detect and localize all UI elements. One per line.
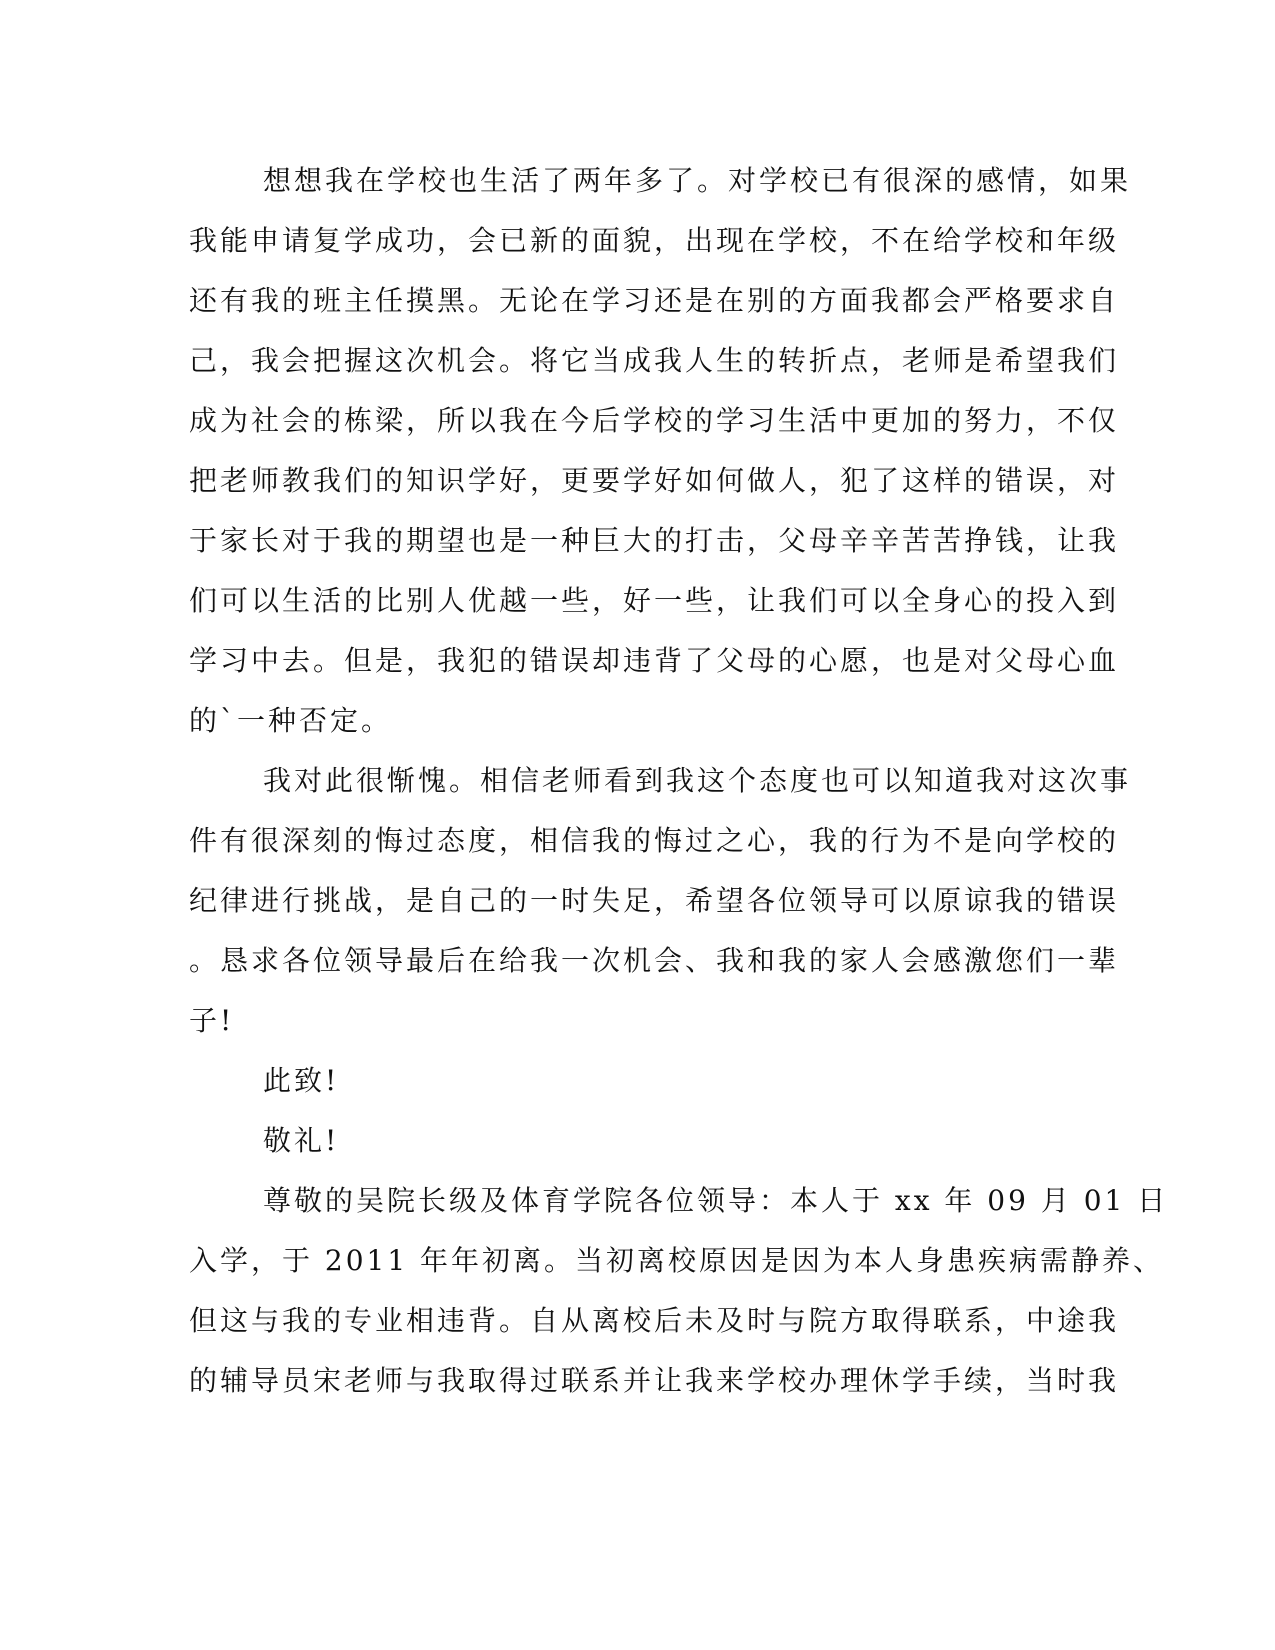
closing-line: 此致!	[263, 1064, 340, 1097]
paragraph-line: 的`一种否定。	[189, 704, 393, 737]
paragraph-line: 己，我会把握这次机会。将它当成我人生的转折点，老师是希望我们	[189, 344, 1120, 377]
paragraph-line: 。恳求各位领导最后在给我一次机会、我和我的家人会感激您们一辈	[189, 944, 1120, 977]
paragraph-line: 入学，于 2011 年年初离。当初离校原因是因为本人身患疾病需静养、	[189, 1244, 1165, 1277]
paragraph-line: 成为社会的栋梁，所以我在今后学校的学习生活中更加的努力，不仅	[189, 404, 1120, 437]
paragraph-line: 们可以生活的比别人优越一些，好一些，让我们可以全身心的投入到	[189, 584, 1120, 617]
paragraph-line: 但这与我的专业相违背。自从离校后未及时与院方取得联系，中途我	[189, 1304, 1120, 1337]
paragraph-line: 想想我在学校也生活了两年多了。对学校已有很深的感情，如果	[263, 164, 1132, 197]
paragraph-line: 子!	[189, 1004, 235, 1037]
paragraph-line: 还有我的班主任摸黑。无论在学习还是在别的方面我都会严格要求自	[189, 284, 1120, 317]
paragraph-line: 纪律进行挑战，是自己的一时失足，希望各位领导可以原谅我的错误	[189, 884, 1120, 917]
paragraph-line: 把老师教我们的知识学好，更要学好如何做人，犯了这样的错误，对	[189, 464, 1120, 497]
paragraph-line: 件有很深刻的悔过态度，相信我的悔过之心，我的行为不是向学校的	[189, 824, 1120, 857]
paragraph-line: 于家长对于我的期望也是一种巨大的打击，父母辛辛苦苦挣钱，让我	[189, 524, 1120, 557]
paragraph-line: 尊敬的吴院长级及体育学院各位领导：本人于 xx 年 09 月 01 日	[263, 1184, 1169, 1217]
paragraph-line: 我能申请复学成功，会已新的面貌，出现在学校，不在给学校和年级	[189, 224, 1120, 257]
closing-line: 敬礼!	[263, 1124, 340, 1157]
paragraph-line: 我对此很惭愧。相信老师看到我这个态度也可以知道我对这次事	[263, 764, 1132, 797]
paragraph-line: 学习中去。但是，我犯的错误却违背了父母的心愿，也是对父母心血	[189, 644, 1120, 677]
paragraph-line: 的辅导员宋老师与我取得过联系并让我来学校办理休学手续，当时我	[189, 1364, 1120, 1397]
